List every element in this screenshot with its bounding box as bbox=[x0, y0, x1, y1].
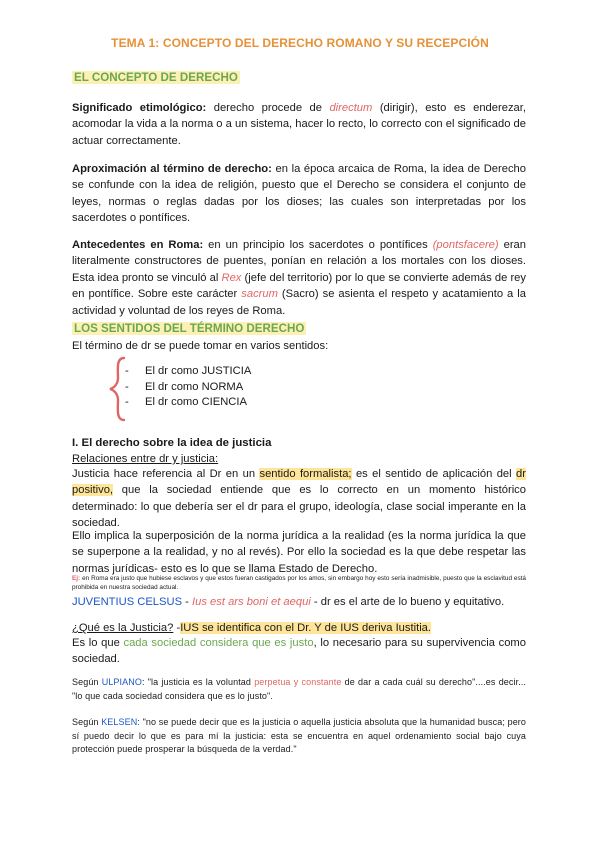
section-heading-justicia: I. El derecho sobre la idea de justicia bbox=[72, 437, 272, 449]
paragraph-significado bbox=[72, 100, 526, 149]
paragraph-aproximacion bbox=[72, 161, 526, 227]
text: que la sociedad entiende que es lo correcto en un momento histórico determinado: lo que debería ser el dr para el grupo, ideología, clase social imperante en la sociedad. bbox=[72, 484, 526, 530]
red-phrase: perpetua y constante bbox=[254, 677, 342, 687]
author-ulpiano: ULPIANO bbox=[101, 677, 142, 687]
list-item-text: El dr como JUSTICIA bbox=[145, 365, 252, 377]
list-item bbox=[125, 380, 251, 396]
text: eran literalmente constructores de puentes, ponían en relación a los mortales con los dioses. Esta idea pronto se vinculó al bbox=[72, 239, 526, 284]
text: Justicia hace referencia al Dr en un bbox=[72, 468, 260, 480]
highlight-ius: IUS se identifica con el Dr. Y de IUS deriva Iustitia. bbox=[180, 622, 432, 634]
term-directum: directum bbox=[329, 102, 373, 114]
text: en Roma era justo que hubiese esclavos y que estos fueran castigados por los amos, sin embargo hoy esto sería inadmisible, puesto que la esclavitud está prohibida en nuestra sociedad actual. bbox=[72, 575, 526, 591]
highlight-sentido-formalista: sentido formalista; bbox=[259, 468, 352, 480]
bullet: - bbox=[125, 365, 129, 377]
question-justicia: ¿Qué es la Justicia? bbox=[72, 622, 174, 634]
term-sacrum: sacrum bbox=[241, 288, 278, 301]
text: Según bbox=[72, 717, 102, 727]
celsus-line bbox=[72, 594, 504, 610]
text: derecho procede de bbox=[206, 102, 330, 114]
author-celsus: JUVENTIUS CELSUS bbox=[72, 596, 183, 608]
label-antecedentes: Antecedentes en Roma: bbox=[72, 239, 204, 251]
section-heading-concepto bbox=[72, 71, 240, 84]
text: Según bbox=[72, 677, 102, 687]
que-es-justicia-line bbox=[72, 620, 431, 636]
section-heading-sentidos bbox=[72, 322, 306, 335]
text: en un principio los sacerdotes o pontífices bbox=[203, 239, 433, 251]
text: : "no se puede decir que es la justicia o aquella justicia absoluta que la humanidad busca; pero sí puedo decir lo que es para mí la justicia: esta se encuentra en aquel ordenamiento social bajo cuya protección puede prosperar la búsqueda de la verdad." bbox=[72, 717, 527, 755]
text: , lo necesario para su supervivencia como sociedad. bbox=[72, 637, 526, 666]
example-label: Ej: bbox=[72, 575, 81, 582]
term-pontsfacere: (pontsfacere) bbox=[432, 239, 499, 251]
paragraph-superposicion: Ello implica la superposición de la norma jurídica a la realidad (es la norma jurídica la que se superpone a la realidad, y no al revés). Por ello la sociedad es la que debe respetar las normas jurídicas- esto es lo que se llama Estado de Derecho. bbox=[72, 530, 526, 575]
author-kelsen: KELSEN bbox=[101, 717, 138, 727]
sentidos-intro: El término de dr se puede tomar en varios sentidos: bbox=[72, 340, 329, 352]
paragraph-antecedentes bbox=[72, 237, 526, 319]
sentidos-list bbox=[125, 364, 251, 411]
text: Es lo que bbox=[72, 637, 124, 649]
section-heading-text: EL CONCEPTO DE DERECHO bbox=[74, 71, 238, 84]
label-significado: Significado etimológico: bbox=[72, 102, 207, 114]
document-title: TEMA 1: CONCEPTO DEL DERECHO ROMANO Y SU RECEPCIÓN bbox=[111, 36, 489, 50]
green-phrase: cada sociedad considera que es justo bbox=[123, 637, 314, 649]
text: - dr es el arte de lo bueno y equitativo. bbox=[310, 596, 505, 608]
text: de dar a cada cuál su derecho"....es decir... "lo que cada sociedad considera que es lo justo". bbox=[72, 677, 527, 701]
text: - bbox=[173, 622, 181, 634]
section-heading-text: LOS SENTIDOS DEL TÉRMINO DERECHO bbox=[74, 322, 305, 335]
quote-kelsen bbox=[72, 716, 526, 757]
list-item bbox=[125, 364, 251, 380]
text: - bbox=[182, 596, 192, 608]
quote-ulpiano bbox=[72, 676, 526, 703]
highlight-dr-positivo: dr positivo, bbox=[72, 468, 526, 497]
text: : "la justicia es la voluntad bbox=[141, 677, 255, 687]
term-rex: Rex bbox=[221, 271, 242, 284]
subheading-relaciones: Relaciones entre dr y justicia: bbox=[72, 453, 219, 465]
text: (jefe del territorio) por lo que se convierte además de rey en pontífice. Sobre este carácter bbox=[72, 271, 526, 301]
bullet: - bbox=[125, 380, 129, 393]
paragraph-justicia bbox=[72, 466, 526, 532]
text: (dirigir), esto es enderezar, acomodar la vida a la norma o a un sistema, hacer lo recto, lo correcto con el significado de actuar correctamente. bbox=[72, 102, 526, 147]
example-note bbox=[72, 575, 526, 592]
text: en la época arcaica de Roma, la idea de Derecho se confunde con la idea de religión, puesto que el Derecho se considera el conjunto de leyes, normas o reglas dadas por los dioses; las cuales son interpretadas por los sacerdotes o pontífices. bbox=[72, 163, 526, 225]
bullet: - bbox=[125, 396, 129, 408]
text: es el sentido de aplicación del bbox=[351, 468, 517, 480]
label-aproximacion: Aproximación al término de derecho: bbox=[72, 163, 272, 175]
list-item bbox=[125, 395, 251, 411]
list-item-text: El dr como CIENCIA bbox=[145, 396, 247, 408]
paragraph-es-lo-que bbox=[72, 635, 526, 668]
text: (Sacro) se asienta el respeto y acatamiento a la actividad y voluntad de los reyes de Roma. bbox=[72, 288, 526, 317]
latin-quote: Ius est ars boni et aequi bbox=[192, 596, 311, 608]
list-item-text: El dr como NORMA bbox=[145, 380, 244, 393]
